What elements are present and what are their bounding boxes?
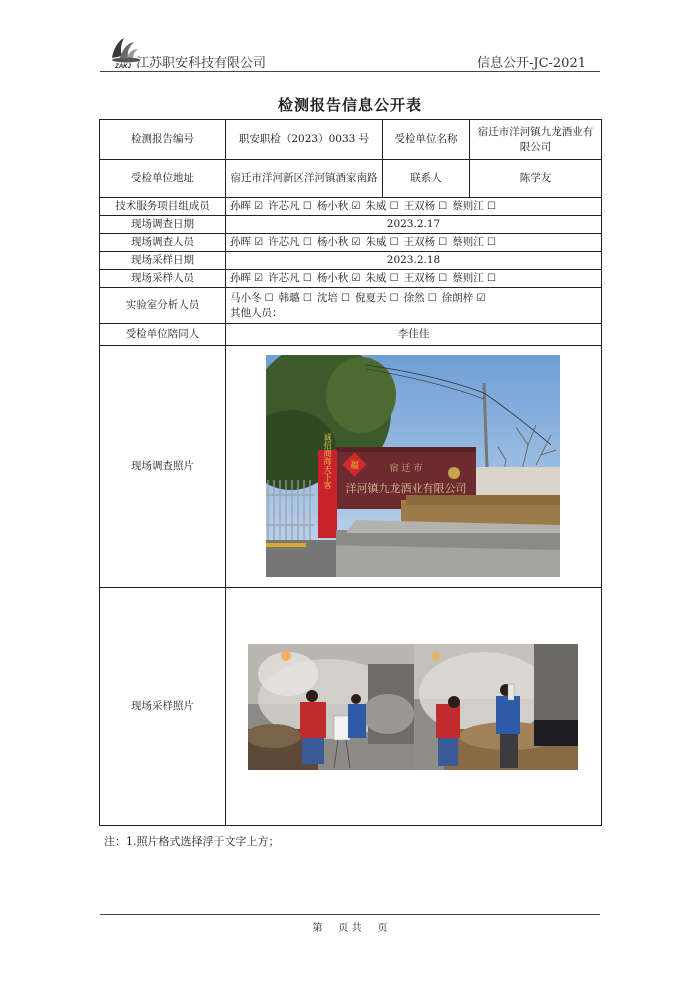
table-row (100, 234, 602, 252)
staff-entry (317, 292, 350, 304)
escort-label: 受检单位陪同人 (100, 324, 226, 346)
sampling-date-label: 现场采样日期 (100, 252, 226, 270)
sampling-photo-left (248, 644, 414, 770)
report-no-label: 检测报告编号 (100, 120, 226, 160)
staff-entry (317, 236, 361, 248)
table-row (100, 216, 602, 234)
sign-main-text: 洋河镇九龙酒业有限公司 (345, 482, 467, 495)
unchecked-box-icon: ☐ (299, 237, 312, 248)
staff-entry (230, 200, 263, 212)
staff-name: 孙晖 (230, 272, 251, 284)
staff-entry (355, 292, 399, 304)
site-survey-photo (266, 355, 560, 577)
sampling-photo-right (414, 644, 578, 770)
team-members (226, 198, 602, 216)
unit-name-value: 宿迁市洋河镇九龙酒业有限公司 (470, 120, 602, 160)
report-no-value: 职安职检（2023）0033 号 (226, 120, 383, 160)
escort-value: 李佳佳 (226, 324, 602, 346)
staff-entry (268, 236, 312, 248)
staff-name: 徐朗梓 (441, 291, 474, 304)
unchecked-box-icon: ☐ (386, 273, 399, 284)
staff-entry (230, 292, 274, 304)
unchecked-box-icon: ☐ (299, 273, 312, 284)
staff-entry (317, 200, 361, 212)
staff-entry (404, 272, 448, 284)
page-title: 检测报告信息公开表 (277, 96, 422, 114)
sampling-staff-members (226, 270, 602, 288)
survey-photo-cell (226, 346, 602, 588)
lab-members-cell (226, 288, 602, 324)
staff-name: 蔡则江 (452, 200, 484, 212)
lab-other: 其他人员： (230, 306, 283, 319)
unchecked-box-icon: ☐ (483, 201, 496, 212)
staff-entry (268, 200, 312, 212)
staff-name: 王双杨 (403, 200, 436, 212)
staff-name: 朱威 (365, 200, 387, 212)
unchecked-box-icon: ☐ (483, 273, 496, 284)
table-row (100, 270, 602, 288)
staff-name: 许芯凡 (268, 272, 300, 284)
staff-name: 王双杨 (403, 272, 436, 284)
checked-box-icon: ☑ (473, 292, 486, 304)
footnote: 注：1.照片格式选择浮于文字上方； (104, 835, 280, 848)
sampling-staff-label: 现场采样人员 (100, 270, 226, 288)
table-row (100, 288, 602, 324)
staff-entry (268, 272, 312, 284)
staff-name: 王双杨 (403, 236, 436, 248)
sampling-photo-label: 现场采样照片 (100, 588, 226, 826)
staff-entry (279, 292, 312, 304)
checked-box-icon: ☑ (251, 273, 264, 284)
unchecked-box-icon: ☐ (386, 237, 399, 248)
staff-entry (365, 272, 398, 284)
staff-entry (452, 272, 496, 284)
staff-entry (452, 236, 496, 248)
unchecked-box-icon: ☐ (483, 237, 496, 248)
staff-entry (442, 292, 486, 304)
unchecked-box-icon: ☐ (386, 201, 399, 212)
company-logo (106, 34, 140, 70)
sampling-photo-cell (226, 588, 602, 826)
footer-divider (100, 914, 600, 915)
survey-staff-label: 现场调查人员 (100, 234, 226, 252)
staff-name: 朱威 (365, 236, 387, 248)
survey-date-label: 现场调查日期 (100, 216, 226, 234)
checked-box-icon: ☑ (251, 201, 264, 212)
staff-entry (404, 292, 437, 304)
staff-entry (404, 200, 448, 212)
staff-entry (230, 272, 263, 284)
table-row (100, 346, 602, 588)
checked-box-icon: ☑ (348, 201, 361, 212)
document-code: 信息公开-JC-2021 (476, 56, 586, 71)
unchecked-box-icon: ☐ (261, 292, 274, 304)
table-row (100, 160, 602, 198)
staff-name: 杨小秋 (316, 272, 349, 284)
staff-name: 孙晖 (230, 200, 251, 212)
contact-label: 联系人 (383, 160, 470, 198)
survey-date-value: 2023.2.17 (226, 216, 602, 234)
lab-members (230, 291, 597, 306)
table-row (100, 252, 602, 270)
unchecked-box-icon: ☐ (435, 237, 448, 248)
staff-name: 杨小秋 (316, 200, 349, 212)
checked-box-icon: ☑ (348, 237, 361, 248)
unit-name-label: 受检单位名称 (383, 120, 470, 160)
staff-name: 倪夏天 (354, 291, 387, 304)
staff-name: 孙晖 (230, 236, 251, 248)
staff-entry (230, 236, 263, 248)
page-header (100, 34, 600, 72)
staff-name: 许芯凡 (268, 200, 300, 212)
staff-entry (365, 236, 398, 248)
staff-name: 许芯凡 (268, 236, 300, 248)
address-value: 宿迁市洋河新区洋河镇酒家南路 (226, 160, 383, 198)
staff-name: 杨小秋 (316, 236, 349, 248)
checked-box-icon: ☑ (251, 237, 264, 248)
staff-name: 蔡则江 (452, 236, 484, 248)
table-row (100, 324, 602, 346)
checked-box-icon: ☑ (348, 273, 361, 284)
unchecked-box-icon: ☐ (299, 292, 312, 304)
table-row (100, 198, 602, 216)
unchecked-box-icon: ☐ (424, 292, 437, 304)
address-label: 受检单位地址 (100, 160, 226, 198)
staff-name: 朱威 (365, 272, 387, 284)
team-label: 技术服务项目组成员 (100, 198, 226, 216)
fu-character: 福 (349, 461, 360, 471)
unchecked-box-icon: ☐ (337, 292, 350, 304)
survey-photo-label: 现场调查照片 (100, 346, 226, 588)
company-name: 江苏职安科技有限公司 (136, 56, 267, 71)
header-divider (100, 71, 600, 72)
unchecked-box-icon: ☐ (435, 201, 448, 212)
sampling-date-value: 2023.2.18 (226, 252, 602, 270)
logo-text: ZAKJ (115, 64, 131, 70)
table-row (100, 120, 602, 160)
staff-name: 徐然 (403, 291, 425, 304)
lab-label: 实验室分析人员 (100, 288, 226, 324)
unchecked-box-icon: ☐ (386, 292, 399, 304)
staff-entry (452, 200, 496, 212)
staff-entry (404, 236, 448, 248)
staff-name: 蔡则江 (452, 272, 484, 284)
staff-name: 韩璐 (278, 291, 300, 304)
staff-name: 沈培 (316, 291, 338, 304)
info-table (99, 119, 602, 826)
table-row (100, 588, 602, 826)
page-number: 第 页 共 页 (312, 923, 388, 934)
sign-top-text: 宿 迁 市 (389, 464, 423, 474)
survey-staff-members (226, 234, 602, 252)
unchecked-box-icon: ☐ (299, 201, 312, 212)
staff-entry (365, 200, 398, 212)
banner-text: 诚招商海天下客 (323, 433, 332, 489)
unchecked-box-icon: ☐ (435, 273, 448, 284)
staff-name: 马小冬 (230, 291, 262, 304)
contact-value: 陈学友 (470, 160, 602, 198)
staff-entry (317, 272, 361, 284)
